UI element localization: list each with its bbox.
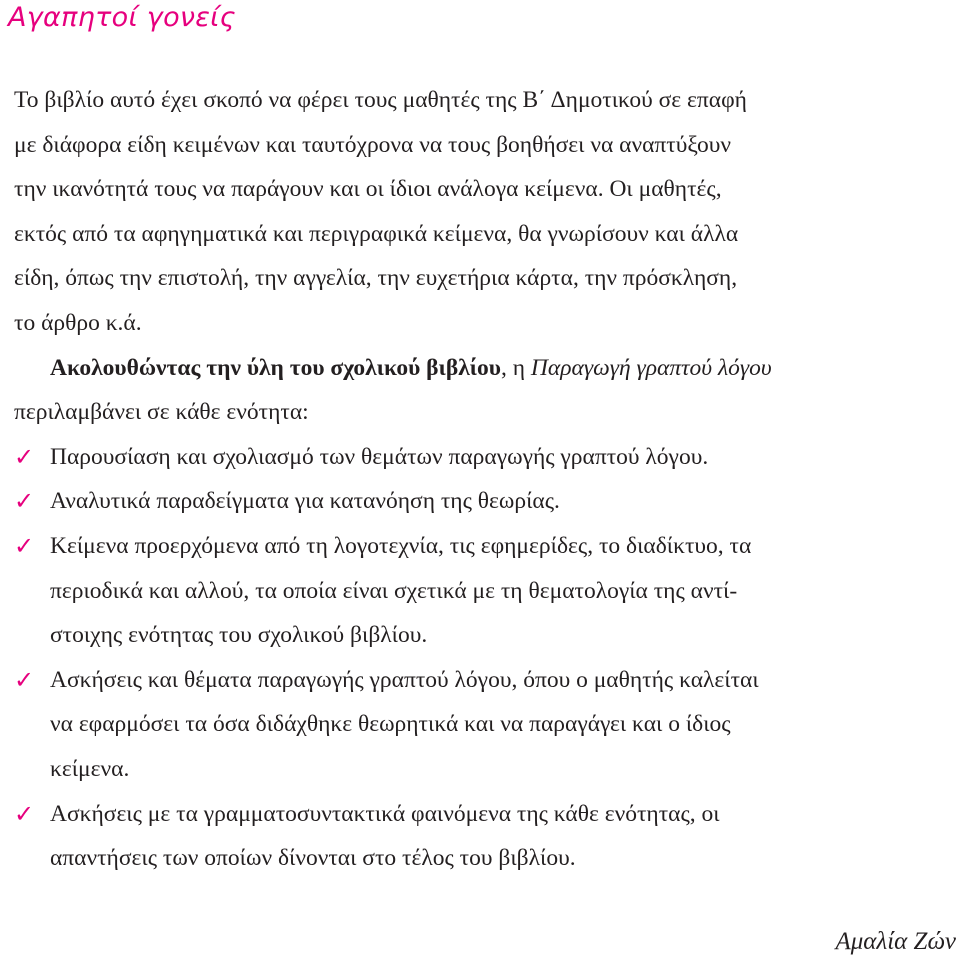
list-item-line: να εφαρμόσει τα όσα διδάχθηκε θεωρητικά και να παραγάγει και ο ίδιος bbox=[50, 711, 731, 738]
second-paragraph-lead bbox=[14, 346, 956, 391]
list-item-line: περιοδικά και αλλού, τα οποία είναι σχετικά με τη θεματολογία της αντί- bbox=[50, 577, 738, 604]
list-item-line: Ασκήσεις με τα γραμματοσυντακτικά φαινόμενα της κάθε ενότητας, οι bbox=[50, 800, 720, 827]
checkmark-icon: ✓ bbox=[14, 799, 35, 828]
second-paragraph-continuation: περιλαμβάνει σε κάθε ενότητα: bbox=[14, 399, 309, 426]
intro-line: Το βιβλίο αυτό έχει σκοπό να φέρει τους μαθητές της Β΄ Δημοτικού σε επαφή bbox=[14, 87, 747, 113]
page-heading: Αγαπητοί γονείς bbox=[8, 2, 236, 33]
checkmark-icon: ✓ bbox=[14, 665, 35, 694]
author-signature: Αμαλία Ζών bbox=[835, 928, 956, 955]
bold-phrase: Ακολουθώντας την ύλη του σχολικού βιβλίου bbox=[50, 354, 501, 381]
list-item-line: Κείμενα προερχόμενα από τη λογοτεχνία, τις εφημερίδες, το διαδίκτυο, τα bbox=[50, 532, 752, 559]
connector-text: , η bbox=[501, 354, 531, 381]
list-item-line: στοιχης ενότητας του σχολικού βιβλίου. bbox=[50, 622, 428, 649]
list-item-line: Ασκήσεις και θέματα παραγωγής γραπτού λόγου, όπου ο μαθητής καλείται bbox=[50, 666, 759, 693]
list-item-line: Αναλυτικά παραδείγματα για κατανόηση της θεωρίας. bbox=[50, 488, 560, 515]
list-item bbox=[14, 658, 956, 792]
checklist bbox=[14, 435, 956, 881]
intro-line: με διάφορα είδη κειμένων και ταυτόχρονα να τους βοηθήσει να αναπτύξουν bbox=[14, 131, 731, 158]
intro-paragraph bbox=[14, 78, 956, 881]
checkmark-icon: ✓ bbox=[14, 487, 35, 516]
checkmark-icon: ✓ bbox=[14, 442, 35, 471]
checkmark-icon: ✓ bbox=[14, 531, 35, 560]
intro-line: εκτός από τα αφηγηματικά και περιγραφικά κείμενα, θα γνωρίσουν και άλλα bbox=[14, 220, 739, 247]
list-item bbox=[14, 524, 956, 658]
list-item bbox=[14, 792, 956, 881]
intro-line: την ικανότητά τους να παράγουν και οι ίδιοι ανάλογα κείμενα. Οι μαθητές, bbox=[14, 176, 722, 203]
list-item bbox=[14, 479, 956, 524]
list-item-line: απαντήσεις των οποίων δίνονται στο τέλος του βιβλίου. bbox=[50, 845, 576, 872]
intro-line: είδη, όπως την επιστολή, την αγγελία, την ευχετήρια κάρτα, την πρόσκληση, bbox=[14, 265, 738, 292]
list-item-line: Παρουσίαση και σχολιασμό των θεμάτων παραγωγής γραπτού λόγου. bbox=[50, 443, 709, 470]
list-item bbox=[14, 435, 956, 480]
intro-line: το άρθρο κ.ά. bbox=[14, 309, 142, 336]
list-item-line: κείμενα. bbox=[50, 755, 130, 782]
italic-book-title: Παραγωγή γραπτού λόγου bbox=[530, 354, 772, 381]
